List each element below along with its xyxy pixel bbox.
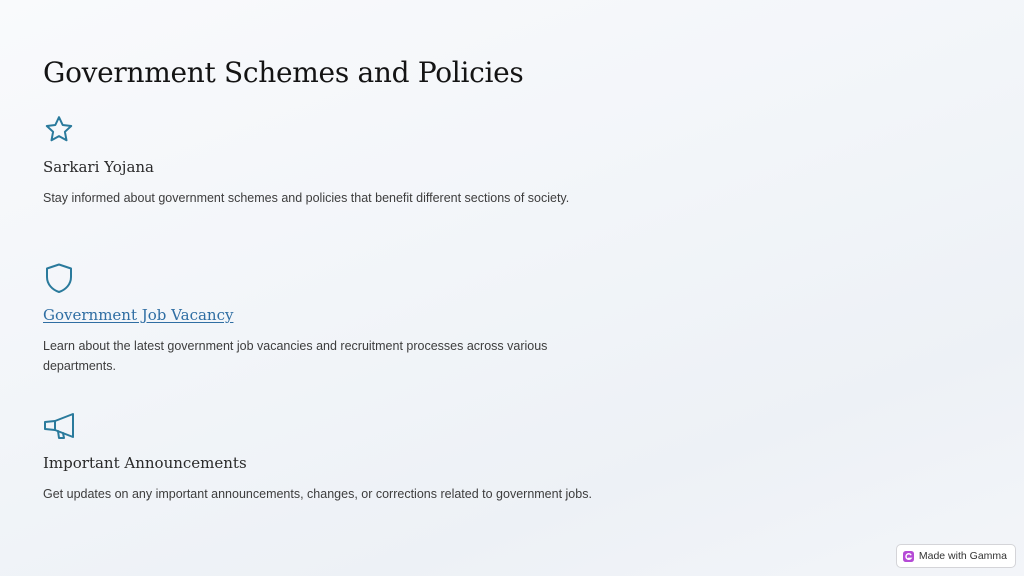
item-description: Get updates on any important announcements, changes, or corrections related to government jobs.: [43, 487, 592, 501]
badge-label: Made with Gamma: [918, 550, 1007, 562]
feature-item-important-announcements: [43, 410, 603, 504]
gamma-logo-icon: [903, 551, 914, 562]
feature-item-sarkari-yojana: [43, 114, 603, 208]
government-job-vacancy-link[interactable]: Government Job Vacancy: [43, 306, 234, 324]
page-title: Government Schemes and Policies: [43, 56, 524, 89]
item-description: Stay informed about government schemes and policies that benefit different sections of society.: [43, 191, 570, 205]
star-icon: [43, 114, 75, 146]
shield-icon: [43, 262, 75, 294]
item-description: Learn about the latest government job vacancies and recruitment processes across various departments.: [43, 339, 548, 373]
feature-item-government-job-vacancy: [43, 262, 603, 376]
megaphone-icon: [43, 410, 75, 442]
item-heading: Sarkari Yojana: [43, 158, 154, 176]
item-heading: Important Announcements: [43, 454, 247, 472]
made-with-gamma-badge[interactable]: [896, 544, 1016, 568]
